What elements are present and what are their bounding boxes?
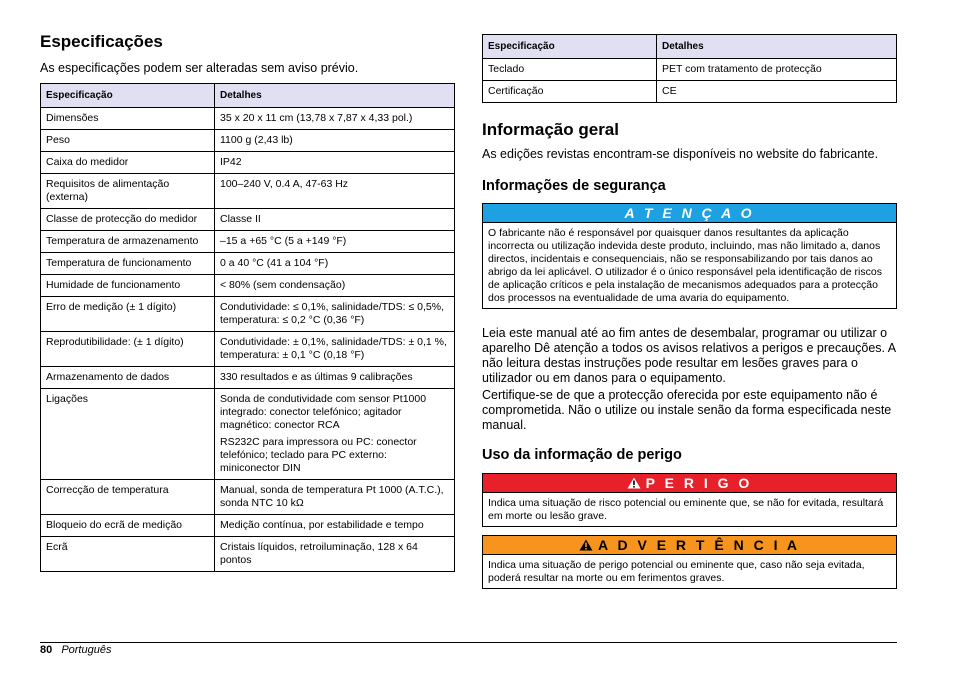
details-text: Manual, sonda de temperatura Pt 1000 (A.T.C.), sonda NTC 10 kΩ [220,484,444,509]
details-cell [215,367,455,389]
details-text: Sonda de condutividade com sensor Pt1000 integrado: conector telefónico; agitador magnético: conector RCA [220,393,427,431]
spec-cell: Erro de medição (± 1 dígito) [41,297,215,332]
caution-header [483,204,896,223]
page-number: 80 [40,644,53,656]
spec-cell: Dimensões [41,108,215,130]
safety-paragraph-2: Certifique-se de que a protecção oferecida por este equipamento não é comprometida. Não o utilize ou instale senão da forma especificada neste manual. [482,388,892,432]
details-cell [215,231,455,253]
details-cell [215,130,455,152]
warning-header [483,536,896,555]
table-row [41,108,455,130]
specifications-table [40,83,455,572]
spec-cell: Classe de protecção do medidor [41,209,215,231]
table-header-details: Detalhes [657,35,897,59]
table-row [41,275,455,297]
details-text: IP42 [220,156,242,168]
table-row [41,537,455,572]
details-text: < 80% (sem condensação) [220,279,346,291]
spec-cell: Teclado [483,59,657,81]
warning-text: Indica uma situação de perigo potencial ou eminente que, caso não seja evitada, poderá resultar na morte ou em ferimentos graves. [488,559,865,584]
table-header-details: Detalhes [215,84,455,108]
table-header-row [41,84,455,108]
spec-cell: Caixa do medidor [41,152,215,174]
hazard-info-title: Uso da informação de perigo [482,447,682,463]
details-text: 100–240 V, 0.4 A, 47-63 Hz [220,178,349,190]
spec-cell: Armazenamento de dados [41,367,215,389]
table-row [41,130,455,152]
details-text: Medição contínua, por estabilidade e tempo [220,519,424,531]
caution-box [482,203,897,309]
details-cell [215,253,455,275]
details-cell [215,389,455,480]
page-footer [40,644,111,656]
details-cell [657,81,897,103]
details-text: 0 a 40 °C (41 a 104 °F) [220,257,329,269]
table-row [41,152,455,174]
caution-text: O fabricante não é responsável por quaisquer danos resultantes da aplicação incorrecta ou utilização indevida deste produto, incluindo, mas não limitado a, danos directos, incidentais e consequenciais, não se responsabilizando por tais danos ao abrigo da lei aplicável. O utilizador é o único responsável pela identificação de riscos de aplicação críticos e pela instalação de mecanismos adequados para a protecção dos processos na eventualidade de uma avaria do equipamento. [488,227,882,304]
spec-cell: Peso [41,130,215,152]
warning-box [482,535,897,589]
table-header-row [483,35,897,59]
table-row [41,297,455,332]
table-row [41,253,455,275]
details-cell [215,480,455,515]
details-text: Condutividade: ≤ 0,1%, salinidade/TDS: ≤ 0,5%, temperatura: ≤ 0,2 °C (0,36 °F) [220,301,444,326]
details-cell [215,515,455,537]
danger-text: Indica uma situação de risco potencial ou eminente que, se não for evitada, resultará em morte ou lesão grave. [488,497,884,522]
table-row [41,515,455,537]
spec-cell: Humidade de funcionamento [41,275,215,297]
details-text: –15 a +65 °C (5 a +149 °F) [220,235,347,247]
caution-label: A T E N Ç A O [624,205,755,221]
footer-divider [40,642,897,643]
details-cell [215,174,455,209]
spec-cell: Reprodutibilidade: (± 1 dígito) [41,332,215,367]
details-cell [215,297,455,332]
warning-triangle-icon [627,477,641,489]
danger-label: P E R I G O [645,475,753,491]
danger-header [483,474,896,493]
spec-cell: Requisitos de alimentação (externa) [41,174,215,209]
footer-language: Português [61,644,112,656]
spec-cell: Temperatura de armazenamento [41,231,215,253]
spec-cell: Ligações [41,389,215,480]
details-text: Cristais líquidos, retroiluminação, 128 x 64 pontos [220,541,418,566]
details-cell [657,59,897,81]
table-header-spec: Especificação [41,84,215,108]
spec-cell: Correcção de temperatura [41,480,215,515]
details-text: 330 resultados e as últimas 9 calibrações [220,371,413,383]
details-cell [215,275,455,297]
spec-cell: Ecrã [41,537,215,572]
specifications-table-continued [482,34,897,103]
general-info-title: Informação geral [482,120,619,139]
details-cell [215,108,455,130]
table-row [41,480,455,515]
details-text: CE [662,85,677,97]
details-text: 35 x 20 x 11 cm (13,78 x 7,87 x 4,33 pol.) [220,112,413,124]
danger-box [482,473,897,527]
spec-cell: Temperatura de funcionamento [41,253,215,275]
table-row [41,209,455,231]
safety-info-title: Informações de segurança [482,178,666,194]
details-cell [215,209,455,231]
table-row [41,389,455,480]
details-text: RS232C para impressora ou PC: conector telefónico; teclado para PC externo: miniconector DIN [220,436,417,474]
specifications-title: Especificações [40,32,163,51]
warning-triangle-icon [579,539,593,551]
details-cell [215,332,455,367]
table-row [483,81,897,103]
spec-cell: Certificação [483,81,657,103]
details-text: PET com tratamento de protecção [662,63,822,75]
table-row [41,174,455,209]
table-row [41,332,455,367]
details-text: 1100 g (2,43 lb) [220,134,293,146]
safety-paragraph-1: Leia este manual até ao fim antes de desembalar, programar ou utilizar o aparelho Dê atenção a todos os avisos relativos a perigos e precauções. A não leitura destas instruções pode resultar em lesões graves para o utilizador ou em danos para o equipamento. [482,326,896,385]
table-row [41,367,455,389]
table-row [483,59,897,81]
table-row [41,231,455,253]
details-cell [215,537,455,572]
details-text: Condutividade: ± 0,1%, salinidade/TDS: ± 0,1 %, temperatura: ± 0,1 °C (0,18 °F) [220,336,447,361]
table-header-spec: Especificação [483,35,657,59]
warning-label: A D V E R T Ê N C I A [598,537,800,553]
spec-cell: Bloqueio do ecrã de medição [41,515,215,537]
details-cell [215,152,455,174]
general-info-text: As edições revistas encontram-se disponíveis no website do fabricante. [482,147,879,161]
specifications-intro: As especificações podem ser alteradas sem aviso prévio. [40,61,359,75]
details-text: Classe II [220,213,261,225]
